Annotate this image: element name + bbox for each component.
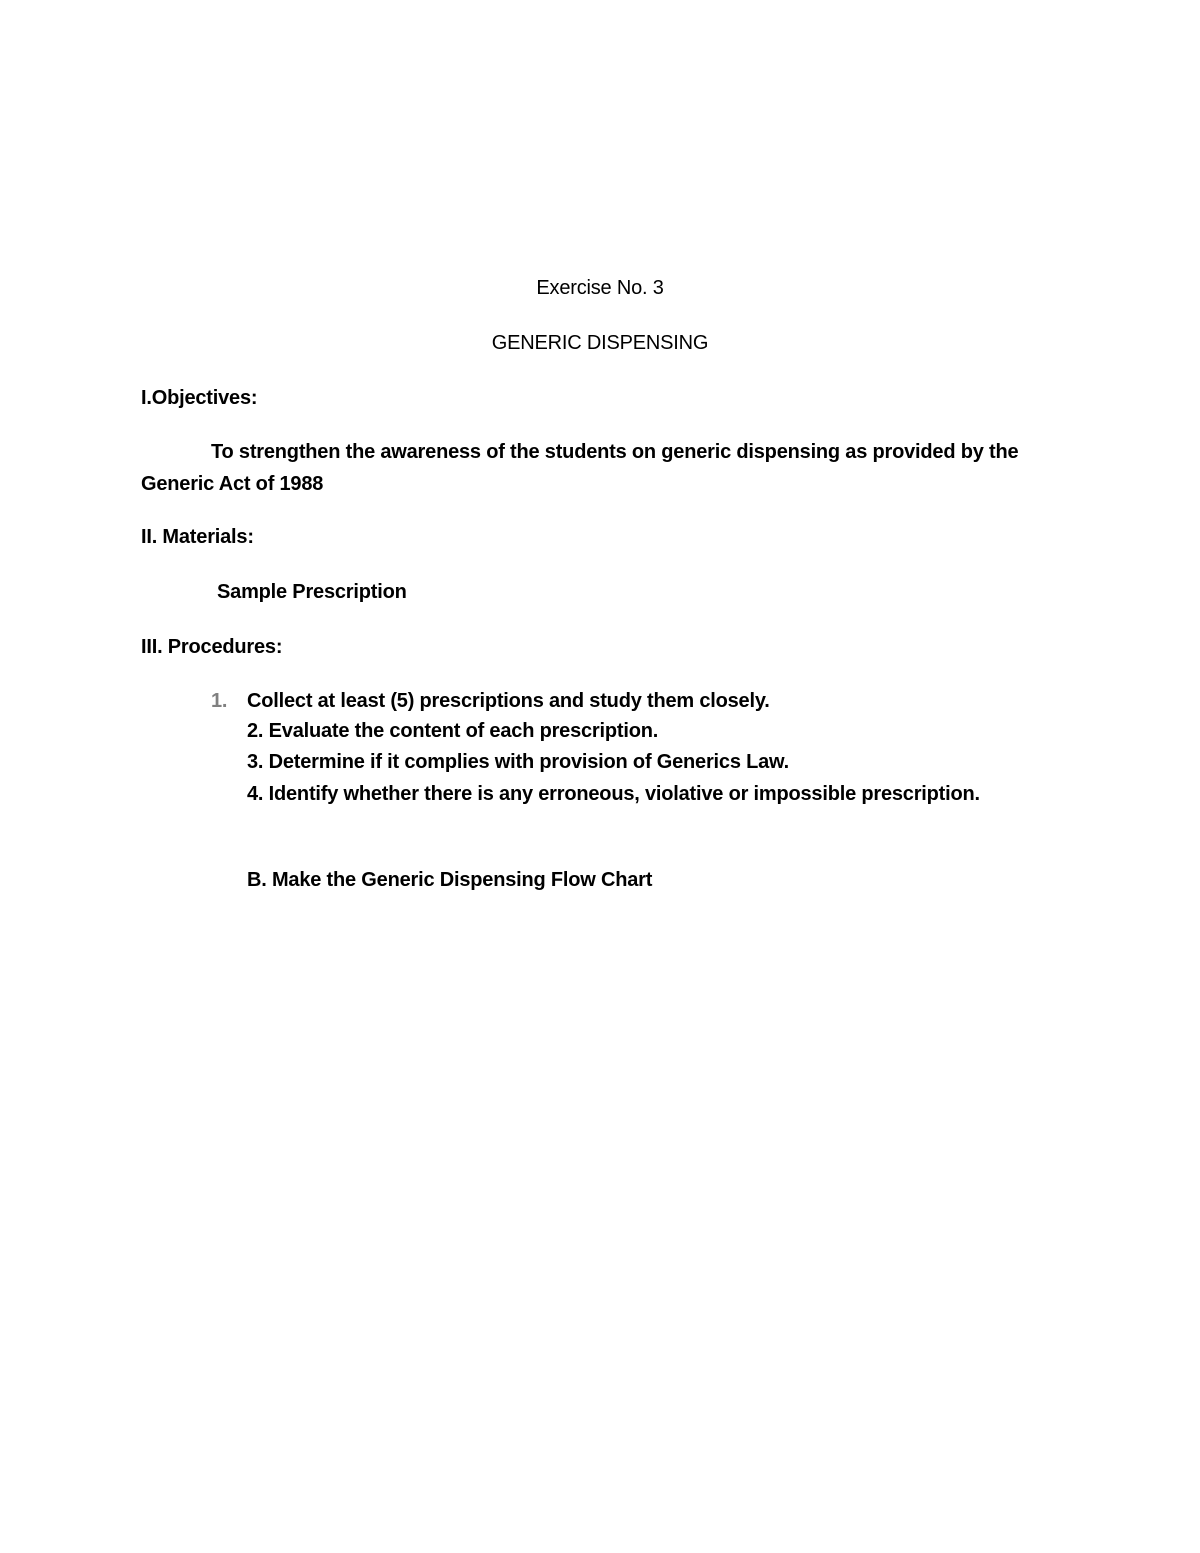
procedure-part-b: B. Make the Generic Dispensing Flow Chart bbox=[247, 869, 653, 891]
procedures-heading: III. Procedures: bbox=[141, 636, 283, 658]
procedure-item: Collect at least (5) prescriptions and study them closely. bbox=[247, 690, 770, 712]
procedure-item-number: 1. bbox=[211, 690, 228, 712]
materials-item: Sample Prescription bbox=[217, 581, 407, 603]
exercise-number: Exercise No. 3 bbox=[536, 277, 664, 299]
procedure-item: 2. Evaluate the content of each prescription. bbox=[247, 720, 659, 742]
document-title: GENERIC DISPENSING bbox=[491, 332, 709, 354]
procedure-item: 4. Identify whether there is any erroneous, violative or impossible prescription. bbox=[247, 783, 980, 805]
objectives-text-line1: To strengthen the awareness of the students on generic dispensing as provided by the bbox=[211, 441, 1019, 463]
objectives-text-line2: Generic Act of 1988 bbox=[141, 473, 324, 495]
objectives-heading: I.Objectives: bbox=[141, 387, 258, 409]
materials-heading: II. Materials: bbox=[141, 526, 254, 548]
procedure-item: 3. Determine if it complies with provision of Generics Law. bbox=[247, 751, 790, 773]
